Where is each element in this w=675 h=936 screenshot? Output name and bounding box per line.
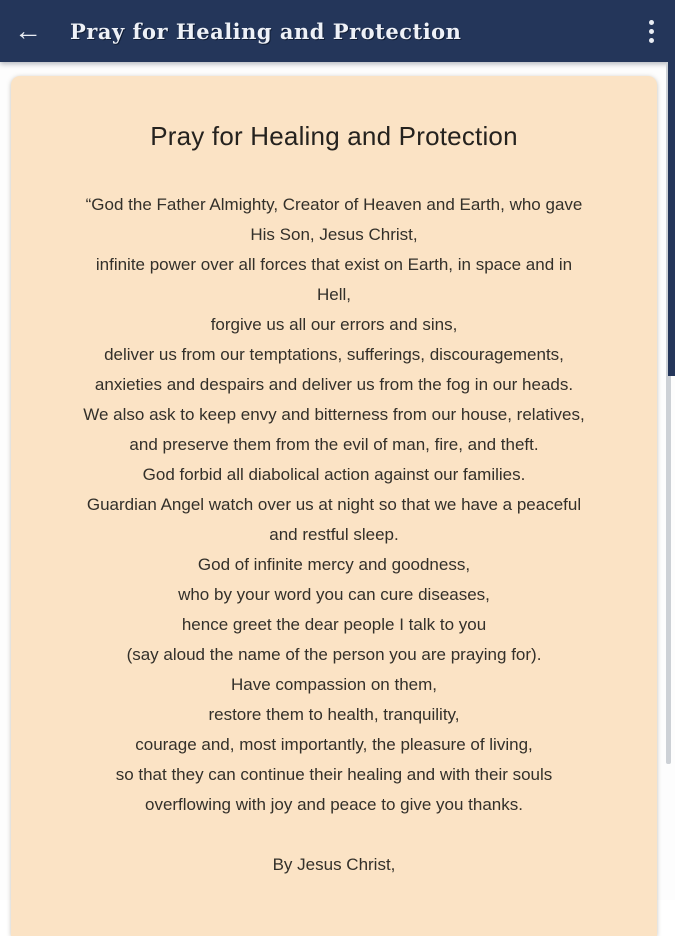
prayer-line: (say aloud the name of the person you are praying for). — [126, 645, 542, 664]
vertical-dots-icon — [649, 20, 654, 43]
prayer-card — [11, 76, 657, 936]
prayer-line: overflowing with joy and peace to give you thanks. — [144, 795, 523, 814]
app-bar — [0, 0, 675, 62]
prayer-line — [39, 820, 629, 850]
prayer-line: God of infinite mercy and goodness, — [197, 555, 471, 574]
prayer-line: “God the Father Almighty, Creator of Heaven and Earth, who gave — [85, 195, 583, 214]
prayer-line: His Son, Jesus Christ, — [250, 225, 418, 244]
prayer-line: who by your word you can cure diseases, — [178, 585, 490, 604]
app-bar-title: Pray for Healing and Protection — [70, 18, 462, 44]
prayer-line: forgive us all our errors and sins, — [210, 315, 458, 334]
prayer-line: courage and, most importantly, the pleasure of living, — [135, 735, 533, 754]
prayer-title: Pray for Healing and Protection — [150, 121, 518, 151]
back-arrow-icon: ← — [14, 15, 42, 46]
scrollbar-thumb[interactable] — [668, 62, 675, 376]
prayer-line: Hell, — [316, 285, 351, 304]
prayer-line: so that they can continue their healing and with their souls — [115, 765, 553, 784]
prayer-line: anxieties and despairs and deliver us from the fog in our heads. — [94, 375, 574, 394]
prayer-line: and preserve them from the evil of man, fire, and theft. — [129, 435, 539, 454]
prayer-line: and restful sleep. — [269, 525, 399, 544]
prayer-line: God forbid all diabolical action against our families. — [142, 465, 526, 484]
scroll-area[interactable] — [0, 62, 675, 900]
prayer-line: We also ask to keep envy and bitterness from our house, relatives, — [83, 405, 585, 424]
prayer-line: infinite power over all forces that exist on Earth, in space and in — [95, 255, 573, 274]
back-button[interactable] — [0, 0, 56, 62]
prayer-line: deliver us from our temptations, sufferings, discouragements, — [104, 345, 564, 364]
prayer-line: Guardian Angel watch over us at night so that we have a peaceful — [86, 495, 582, 514]
prayer-line: restore them to health, tranquility, — [208, 705, 460, 724]
prayer-line: hence greet the dear people I talk to you — [181, 615, 487, 634]
prayer-line: By Jesus Christ, — [272, 855, 396, 874]
prayer-text — [39, 190, 629, 880]
prayer-line: Have compassion on them, — [231, 675, 437, 694]
overflow-menu-button[interactable] — [627, 0, 675, 62]
